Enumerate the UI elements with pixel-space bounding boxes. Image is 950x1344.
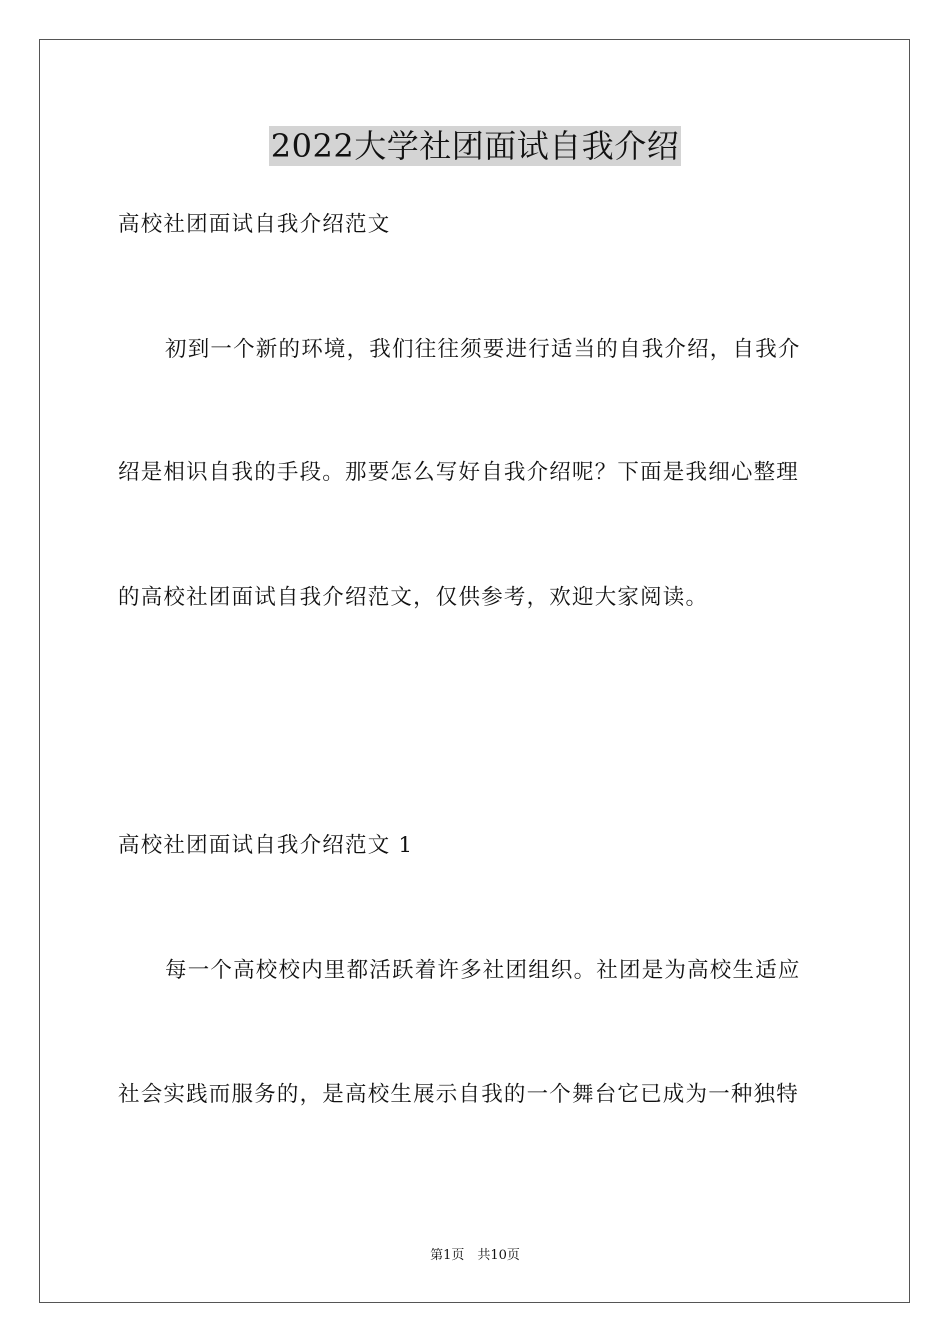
document-subtitle: 高校社团面试自我介绍范文 <box>118 212 391 237</box>
section-line-1: 每一个高校校内里都活跃着许多社团组织。社团是为高校生适应 <box>165 958 801 983</box>
intro-line-1: 初到一个新的环境，我们往往须要进行适当的自我介绍，自我介 <box>165 337 801 362</box>
section-heading: 高校社团面试自我介绍范文 1 <box>118 833 414 858</box>
intro-line-2: 绍是相识自我的手段。那要怎么写好自我介绍呢？下面是我细心整理 <box>118 460 800 485</box>
page-footer: 第1页 共10页 <box>430 1248 520 1263</box>
section-line-2: 社会实践而服务的，是高校生展示自我的一个舞台它已成为一种独特 <box>118 1082 800 1107</box>
document-title: 2022大学社团面试自我介绍 <box>270 127 680 165</box>
intro-line-3: 的高校社团面试自我介绍范文，仅供参考，欢迎大家阅读。 <box>118 585 709 610</box>
title-container <box>0 126 950 166</box>
